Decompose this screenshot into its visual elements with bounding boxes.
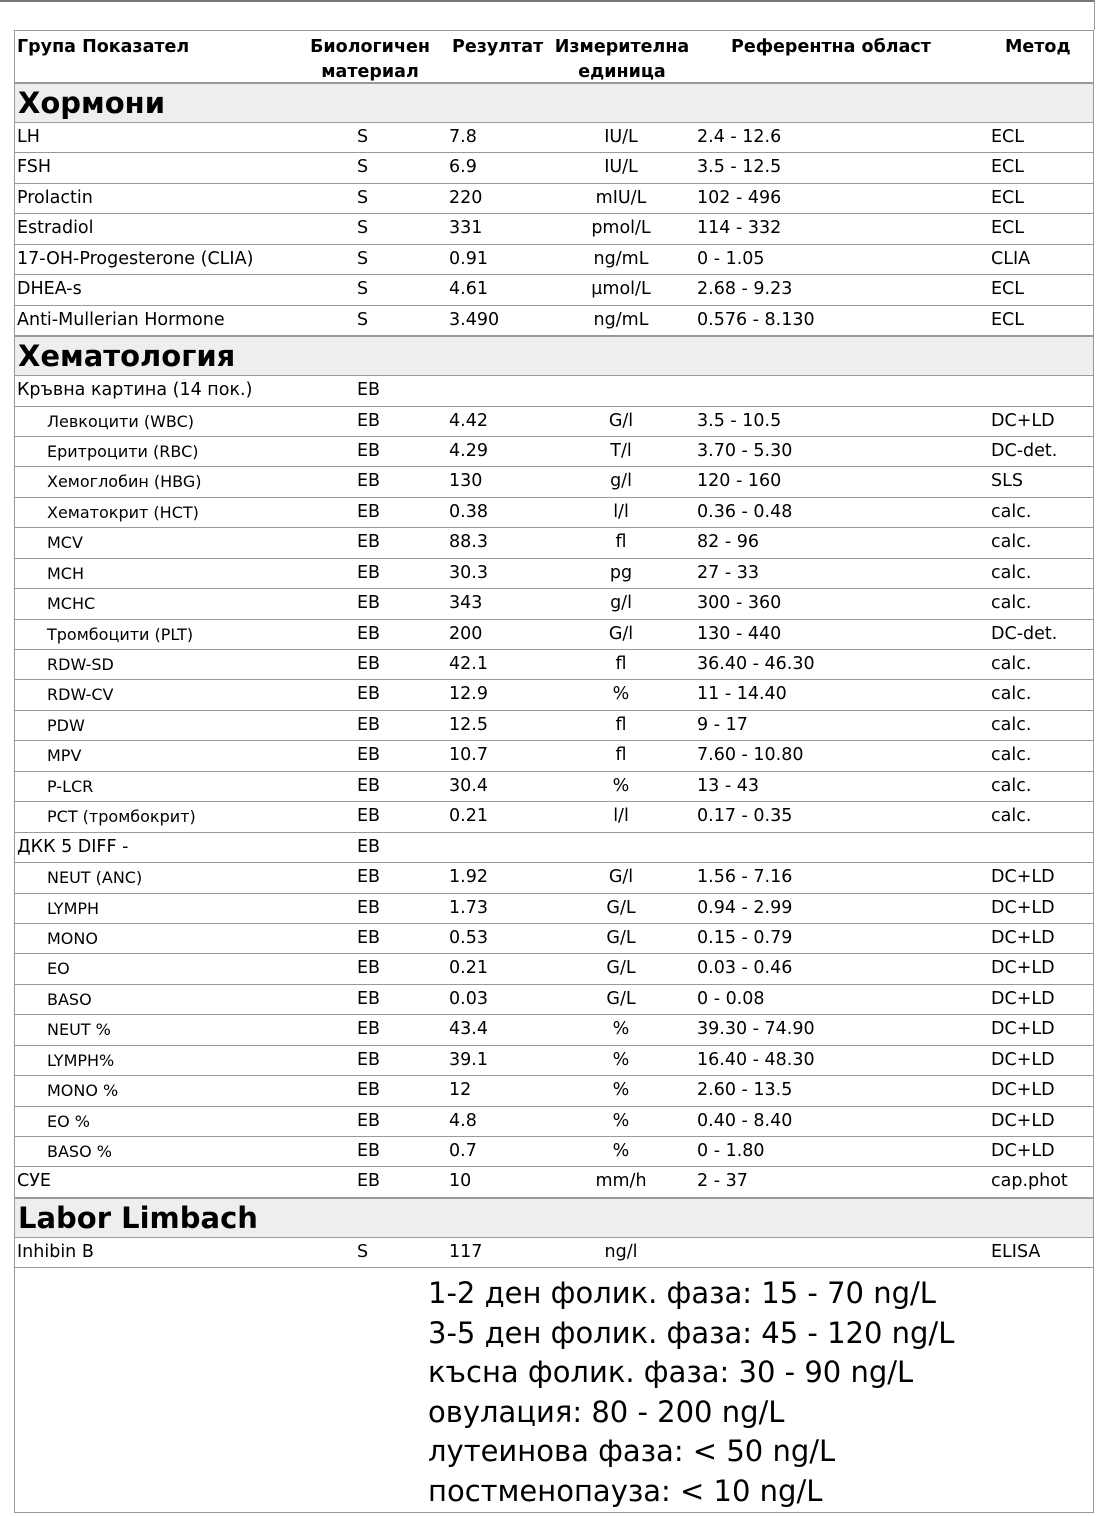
- table-row: [14, 153, 1094, 183]
- cell-material: EB: [357, 1110, 381, 1131]
- cell-unit: g/l: [610, 471, 632, 492]
- cell-reference: 1.56 - 7.16: [697, 867, 793, 888]
- cell-reference: 130 - 440: [697, 623, 782, 644]
- cell-unit: G/L: [606, 958, 636, 979]
- header-reference: Референтна област: [731, 37, 931, 57]
- table-row: [14, 245, 1094, 275]
- right-rule: [1094, 0, 1095, 30]
- cell-material: EB: [357, 440, 381, 461]
- cell-method: calc.: [991, 775, 1032, 796]
- cell-result: 0.91: [449, 248, 488, 269]
- results-table: [14, 30, 1094, 1513]
- cell-reference: 7.60 - 10.80: [697, 745, 804, 766]
- cell-method: DC+LD: [991, 1110, 1055, 1131]
- cell-name: Левкоцити (WBC): [47, 411, 195, 431]
- cell-reference: 0.40 - 8.40: [697, 1110, 793, 1131]
- cell-method: CLIA: [991, 248, 1031, 269]
- cell-method: ELISA: [991, 1241, 1041, 1262]
- cell-method: ECL: [991, 218, 1025, 239]
- table-row: [14, 1167, 1094, 1197]
- cell-material: EB: [357, 745, 381, 766]
- cell-unit: fl: [615, 532, 627, 553]
- cell-result: 4.29: [449, 440, 488, 461]
- cell-reference: 0.17 - 0.35: [697, 806, 793, 827]
- table-row: [14, 1107, 1094, 1137]
- cell-reference: 39.30 - 74.90: [697, 1019, 815, 1040]
- cell-name: СУЕ: [17, 1171, 51, 1192]
- table-row: [14, 924, 1094, 954]
- table-row: [14, 306, 1094, 336]
- table-row: [14, 559, 1094, 589]
- table-row: [14, 863, 1094, 893]
- cell-material: EB: [357, 623, 381, 644]
- cell-unit: G/L: [606, 927, 636, 948]
- header-group: Група Показател: [17, 37, 190, 57]
- cell-unit: G/l: [608, 623, 634, 644]
- cell-unit: mm/h: [595, 1171, 647, 1192]
- cell-method: SLS: [991, 471, 1023, 492]
- header-result: Резултат: [452, 37, 544, 57]
- cell-material: EB: [357, 1171, 381, 1192]
- cell-name: Кръвна картина (14 пок.): [17, 380, 253, 401]
- cell-method: DC+LD: [991, 1049, 1055, 1070]
- table-row: [14, 123, 1094, 153]
- table-row: [14, 985, 1094, 1015]
- cell-material: S: [357, 1241, 369, 1262]
- cell-result: 117: [449, 1241, 483, 1262]
- table-header: [14, 30, 1094, 83]
- header-unit-line1: Измерителна: [554, 37, 690, 57]
- cell-name: MPV: [47, 746, 82, 766]
- cell-material: EB: [357, 501, 381, 522]
- cell-name: MONO %: [47, 1081, 119, 1101]
- cell-reference: 3.70 - 5.30: [697, 440, 793, 461]
- cell-reference: 27 - 33: [697, 562, 759, 583]
- table-row: [14, 1137, 1094, 1167]
- cell-name: Estradiol: [17, 218, 94, 239]
- table-row: [14, 954, 1094, 984]
- note-line: постменопауза: < 10 ng/L: [428, 1473, 823, 1508]
- cell-name: PCT (тромбокрит): [47, 807, 196, 827]
- table-row: [14, 894, 1094, 924]
- cell-method: calc.: [991, 562, 1032, 583]
- note-line: 1-2 ден фолик. фаза: 15 - 70 ng/L: [428, 1276, 936, 1311]
- header-material-line2: материал: [321, 62, 419, 82]
- cell-unit: fl: [615, 745, 627, 766]
- cell-unit: l/l: [613, 806, 629, 827]
- cell-material: S: [357, 248, 369, 269]
- table-row: [14, 437, 1094, 467]
- table-row: [14, 833, 1094, 863]
- cell-unit: g/l: [610, 593, 632, 614]
- cell-material: S: [357, 157, 369, 178]
- cell-result: 10: [449, 1171, 472, 1192]
- cell-unit: T/l: [610, 440, 632, 461]
- cell-reference: 2 - 37: [697, 1171, 748, 1192]
- cell-name: LH: [17, 127, 40, 147]
- cell-result: 12.5: [449, 714, 488, 735]
- cell-unit: pg: [609, 562, 633, 583]
- cell-name: RDW-SD: [47, 655, 114, 674]
- cell-method: DC+LD: [991, 1019, 1055, 1040]
- cell-method: calc.: [991, 593, 1032, 614]
- cell-name: MCV: [47, 533, 83, 553]
- cell-name: Хемоглобин (HBG): [47, 472, 202, 492]
- cell-result: 42.1: [449, 654, 488, 674]
- cell-reference: 0 - 0.08: [697, 988, 765, 1009]
- cell-result: 39.1: [449, 1049, 488, 1070]
- cell-name: ДКК 5 DIFF -: [17, 836, 129, 857]
- cell-material: EB: [357, 654, 381, 674]
- cell-result: 43.4: [449, 1019, 488, 1040]
- reference-notes: [428, 1274, 954, 1511]
- cell-result: 220: [449, 187, 483, 208]
- cell-unit: G/L: [606, 988, 636, 1009]
- cell-method: calc.: [991, 654, 1032, 674]
- cell-unit: %: [612, 1080, 630, 1101]
- cell-reference: 3.5 - 10.5: [697, 410, 782, 431]
- header-method: Метод: [1005, 37, 1071, 57]
- table-row: [14, 589, 1094, 619]
- note-line: овулация: 80 - 200 ng/L: [428, 1394, 785, 1429]
- cell-result: 12.9: [449, 684, 488, 705]
- cell-unit: %: [612, 684, 630, 705]
- cell-name: BASO: [47, 989, 92, 1009]
- cell-method: DC+LD: [991, 927, 1055, 948]
- cell-reference: 3.5 - 12.5: [697, 157, 782, 178]
- cell-name: MCH: [47, 563, 85, 583]
- cell-name: EO %: [47, 1111, 90, 1131]
- table-row: [14, 467, 1094, 497]
- cell-name: EO: [47, 959, 70, 979]
- cell-material: S: [357, 127, 369, 147]
- header-material-line1: Биологичен: [310, 37, 430, 57]
- cell-method: ECL: [991, 279, 1025, 300]
- cell-reference: 16.40 - 48.30: [697, 1049, 815, 1070]
- cell-material: EB: [357, 714, 381, 735]
- table-row: [14, 680, 1094, 710]
- cell-reference: 120 - 160: [697, 471, 782, 492]
- cell-unit: fl: [615, 654, 627, 674]
- cell-result: 10.7: [449, 745, 488, 766]
- cell-material: EB: [357, 806, 381, 827]
- cell-reference: 0 - 1.05: [697, 248, 765, 269]
- cell-result: 130: [449, 471, 483, 492]
- cell-reference: 36.40 - 46.30: [697, 654, 815, 674]
- table-row: [14, 741, 1094, 771]
- cell-result: 0.03: [449, 988, 488, 1009]
- cell-unit: ng/mL: [593, 309, 649, 330]
- table-row: [14, 407, 1094, 437]
- cell-name: DHEA-s: [17, 279, 82, 300]
- cell-material: EB: [357, 867, 381, 888]
- cell-reference: 11 - 14.40: [697, 684, 787, 705]
- cell-material: EB: [357, 684, 381, 705]
- cell-name: Тромбоцити (PLT): [47, 624, 194, 644]
- cell-unit: G/l: [608, 867, 634, 888]
- cell-method: DC+LD: [991, 988, 1055, 1009]
- cell-name: LYMPH%: [47, 1050, 115, 1070]
- cell-method: DC-det.: [991, 440, 1058, 461]
- cell-name: PDW: [47, 715, 85, 735]
- cell-method: DC+LD: [991, 1080, 1055, 1101]
- table-row: [14, 1238, 1094, 1268]
- section-title: Хормони: [14, 83, 1094, 123]
- top-rule: [0, 0, 1095, 2]
- section-title: Хематология: [14, 336, 1094, 376]
- cell-reference: 2.4 - 12.6: [697, 127, 782, 147]
- table-body: [14, 83, 1094, 1268]
- table-row: [14, 772, 1094, 802]
- header-material: [305, 35, 435, 85]
- cell-unit: G/l: [608, 410, 634, 431]
- cell-result: 200: [449, 623, 483, 644]
- table-row: [14, 711, 1094, 741]
- cell-material: S: [357, 187, 369, 208]
- cell-material: EB: [357, 562, 381, 583]
- cell-name: Anti-Mullerian Hormone: [17, 309, 225, 330]
- cell-method: calc.: [991, 745, 1032, 766]
- cell-name: P-LCR: [47, 776, 94, 796]
- header-unit-line2: единица: [578, 62, 666, 82]
- cell-unit: l/l: [613, 501, 629, 522]
- cell-method: calc.: [991, 501, 1032, 522]
- table-row: [14, 275, 1094, 305]
- cell-result: 0.21: [449, 958, 488, 979]
- cell-material: EB: [357, 471, 381, 492]
- cell-result: 7.8: [449, 127, 477, 147]
- cell-result: 30.3: [449, 562, 488, 583]
- cell-result: 4.61: [449, 279, 488, 300]
- cell-name: 17-OH-Progesterone (CLIA): [17, 248, 254, 269]
- cell-material: EB: [357, 380, 381, 401]
- cell-name: Хематокрит (HCT): [47, 502, 199, 522]
- cell-result: 12: [449, 1080, 472, 1101]
- cell-reference: 114 - 332: [697, 218, 782, 239]
- cell-name: MCHC: [47, 594, 96, 614]
- cell-result: 30.4: [449, 775, 488, 796]
- cell-method: ECL: [991, 157, 1025, 178]
- cell-unit: %: [612, 775, 630, 796]
- cell-result: 4.8: [449, 1110, 477, 1131]
- cell-result: 1.73: [449, 897, 488, 918]
- table-row: [14, 184, 1094, 214]
- cell-reference: 13 - 43: [697, 775, 759, 796]
- cell-reference: 0 - 1.80: [697, 1141, 765, 1161]
- cell-unit: µmol/L: [591, 279, 651, 300]
- cell-material: EB: [357, 410, 381, 431]
- cell-name: Prolactin: [17, 187, 93, 208]
- cell-name: LYMPH: [47, 898, 100, 918]
- table-row: [14, 1046, 1094, 1076]
- cell-reference: 102 - 496: [697, 187, 782, 208]
- note-line: 3-5 ден фолик. фаза: 45 - 120 ng/L: [428, 1315, 955, 1350]
- cell-result: 3.490: [449, 309, 500, 330]
- table-row: [14, 620, 1094, 650]
- cell-reference: 0.576 - 8.130: [697, 309, 815, 330]
- cell-material: EB: [357, 1080, 381, 1101]
- cell-unit: ng/mL: [593, 248, 649, 269]
- cell-unit: mIU/L: [595, 187, 647, 208]
- cell-name: Еритроцити (RBC): [47, 441, 199, 461]
- cell-method: calc.: [991, 684, 1032, 705]
- cell-method: cap.phot: [991, 1171, 1068, 1192]
- cell-reference: 0.36 - 0.48: [697, 501, 793, 522]
- cell-name: BASO %: [47, 1142, 112, 1161]
- cell-material: EB: [357, 958, 381, 979]
- cell-result: 1.92: [449, 867, 488, 888]
- cell-method: ECL: [991, 127, 1025, 147]
- cell-reference: 2.68 - 9.23: [697, 279, 793, 300]
- table-row: [14, 498, 1094, 528]
- cell-material: EB: [357, 775, 381, 796]
- cell-method: DC+LD: [991, 867, 1055, 888]
- cell-reference: 0.03 - 0.46: [697, 958, 793, 979]
- cell-method: DC+LD: [991, 410, 1055, 431]
- table-row: [14, 376, 1094, 406]
- cell-method: ECL: [991, 309, 1025, 330]
- table-row: [14, 214, 1094, 244]
- table-row: [14, 528, 1094, 558]
- cell-name: RDW-CV: [47, 685, 114, 705]
- note-line: късна фолик. фаза: 30 - 90 ng/L: [428, 1355, 914, 1390]
- cell-method: DC+LD: [991, 897, 1055, 918]
- note-line: лутеинова фаза: < 50 ng/L: [428, 1434, 836, 1469]
- cell-material: EB: [357, 532, 381, 553]
- cell-name: Inhibin B: [17, 1241, 94, 1262]
- cell-result: 88.3: [449, 532, 488, 553]
- cell-method: calc.: [991, 806, 1032, 827]
- cell-name: NEUT (ANC): [47, 868, 143, 888]
- cell-unit: fl: [615, 714, 627, 735]
- cell-unit: IU/L: [604, 157, 638, 178]
- cell-unit: %: [612, 1049, 630, 1070]
- cell-method: DC-det.: [991, 623, 1058, 644]
- cell-material: EB: [357, 927, 381, 948]
- cell-unit: %: [612, 1141, 630, 1161]
- cell-name: FSH: [17, 157, 52, 178]
- cell-result: 0.7: [449, 1141, 477, 1161]
- table-row: [14, 1015, 1094, 1045]
- table-row: [14, 802, 1094, 832]
- cell-unit: pmol/L: [591, 218, 651, 239]
- cell-name: NEUT %: [47, 1020, 111, 1040]
- cell-material: EB: [357, 1049, 381, 1070]
- cell-material: S: [357, 218, 369, 239]
- section-title: Labor Limbach: [14, 1198, 1094, 1238]
- cell-result: 4.42: [449, 410, 488, 431]
- table-row: [14, 1076, 1094, 1106]
- cell-method: calc.: [991, 714, 1032, 735]
- cell-result: 0.38: [449, 501, 488, 522]
- cell-reference: 9 - 17: [697, 714, 748, 735]
- cell-reference: 300 - 360: [697, 593, 782, 614]
- cell-material: EB: [357, 988, 381, 1009]
- cell-material: S: [357, 309, 369, 330]
- cell-reference: 82 - 96: [697, 532, 759, 553]
- cell-result: 343: [449, 593, 483, 614]
- cell-material: EB: [357, 593, 381, 614]
- cell-unit: IU/L: [604, 127, 638, 147]
- cell-reference: 2.60 - 13.5: [697, 1080, 793, 1101]
- table-row: [14, 650, 1094, 680]
- cell-reference: 0.94 - 2.99: [697, 897, 793, 918]
- cell-material: EB: [357, 1019, 381, 1040]
- cell-unit: %: [612, 1110, 630, 1131]
- cell-material: EB: [357, 1141, 381, 1161]
- cell-result: 331: [449, 218, 483, 239]
- cell-name: MONO: [47, 928, 98, 948]
- cell-method: calc.: [991, 532, 1032, 553]
- cell-method: DC+LD: [991, 958, 1055, 979]
- cell-material: EB: [357, 836, 381, 857]
- cell-result: 0.21: [449, 806, 488, 827]
- cell-material: S: [357, 279, 369, 300]
- cell-result: 0.53: [449, 927, 488, 948]
- cell-method: ECL: [991, 187, 1025, 208]
- header-unit: [549, 35, 695, 85]
- cell-unit: ng/l: [604, 1241, 638, 1262]
- cell-reference: 0.15 - 0.79: [697, 927, 793, 948]
- cell-material: EB: [357, 897, 381, 918]
- cell-method: DC+LD: [991, 1141, 1055, 1161]
- cell-unit: %: [612, 1019, 630, 1040]
- notes-box: [14, 1268, 1094, 1513]
- cell-unit: G/L: [606, 897, 636, 918]
- cell-result: 6.9: [449, 157, 477, 178]
